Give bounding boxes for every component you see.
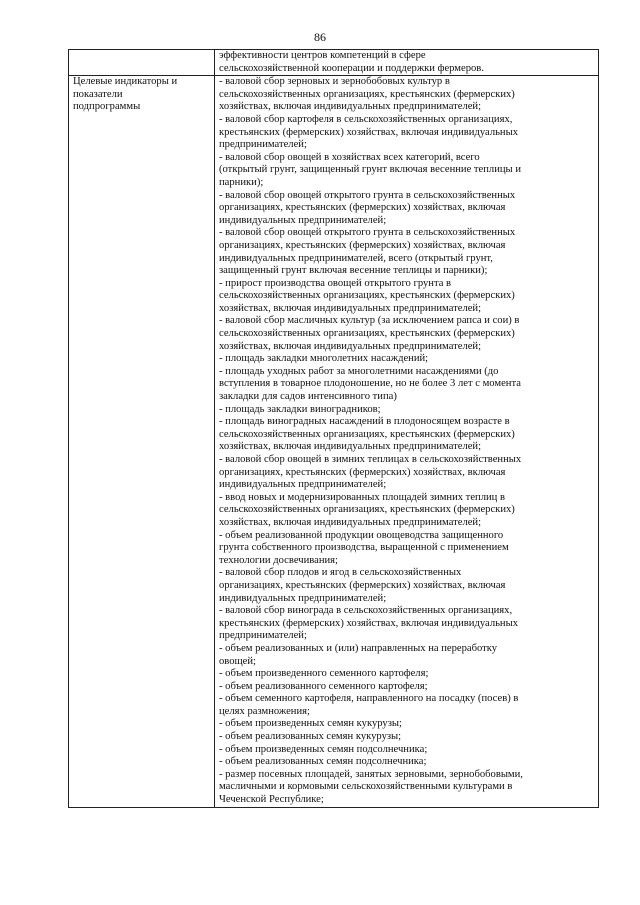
table-row-continuation [69,50,599,76]
list-item: - размер посевных площадей, занятых зерновыми, зернобобовыми, масличными и кормовыми сельскохозяйственными культурами в Чеченской Республике; [219,768,523,806]
list-item: - площадь закладки виноградников; [219,403,381,415]
list-item: - объем реализованных семян кукурузы; [219,731,402,743]
continuation-text: эффективности центров компетенций в сфере сельскохозяйственной кооперации и поддержки фермеров. [215,50,599,76]
list-item: - объем реализованных и (или) направленных на переработку овощей; [219,642,498,667]
list-item: - объем произведенных семян кукурузы; [219,718,402,730]
table-cell-empty [69,50,215,76]
list-item: - объем произведенных семян подсолнечника; [219,743,428,755]
subprogram-passport-table [68,49,599,808]
row-label: Целевые индикаторы и показатели подпрограммы [69,76,215,807]
list-item: - объем реализованной продукции овощеводства защищенного грунта собственного производства, выращенной с применением технологии досвечивания; [219,529,509,566]
page-number: 86 [314,30,326,44]
indicator-list [215,76,599,807]
list-item: - ввод новых и модернизированных площадей зимних теплиц в сельскохозяйственных организациях, крестьянских (фермерских) хозяйствах, включая индивидуальных предпринимателей; [219,491,515,528]
list-item: - валовой сбор овощей открытого грунта в сельскохозяйственных организациях, крестьянских (фермерских) хозяйствах, включая индивидуальных предпринимателей; [219,189,516,226]
list-item: - прирост производства овощей открытого грунта в сельскохозяйственных организациях, крестьянских (фермерских) хозяйствах, включая индивидуальных предпринимателей; [219,277,515,314]
list-item: - валовой сбор овощей в хозяйствах всех категорий, всего (открытый грунт, защищенный грунт включая весенние теплицы и парники); [219,151,521,188]
list-item: - валовой сбор овощей в зимних теплицах в сельскохозяйственных организациях, крестьянских (фермерских) хозяйствах, включая индивидуальных предпринимателей; [219,454,522,491]
list-item: - валовой сбор зерновых и зернобобовых культур в сельскохозяйственных организациях, крестьянских (фермерских) хозяйствах, включая индивидуальных предпринимателей; [219,76,515,113]
list-item: - площадь виноградных насаждений в плодоносящем возрасте в сельскохозяйственных организациях, крестьянских (фермерских) хозяйствах, включая индивидуальных предпринимателей; [219,416,515,453]
list-item: - валовой сбор плодов и ягод в сельскохозяйственных организациях, крестьянских (фермерских) хозяйствах, включая индивидуальных предпринимателей; [219,567,506,604]
list-item: - валовой сбор винограда в сельскохозяйственных организациях, крестьянских (фермерских) хозяйствах, включая индивидуальных предпринимателей; [219,605,519,642]
list-item: - площадь закладки многолетних насаждений; [219,353,429,365]
list-item: - объем семенного картофеля, направленного на посадку (посев) в целях размножения; [219,693,519,717]
list-item: - валовой сбор масличных культур (за исключением рапса и сои) в сельскохозяйственных организациях, крестьянских (фермерских) хозяйствах, включая индивидуальных предпринимателей; [219,315,520,352]
list-item: - объем произведенного семенного картофеля; [219,668,429,680]
list-item: - объем реализованных семян подсолнечника; [219,756,427,768]
table-row-target-indicators [69,76,599,807]
list-item: - валовой сбор картофеля в сельскохозяйственных организациях, крестьянских (фермерских) хозяйствах, включая индивидуальных предпринимателей; [219,113,519,151]
list-item: - объем реализованного семенного картофеля; [219,680,428,692]
list-item: - площадь уходных работ за многолетними насаждениями (до вступления в товарное плодоношение, но не более 3 лет с момента закладки для садов интенсивного типа) [219,365,521,403]
list-item: - валовой сбор овощей открытого грунта в сельскохозяйственных организациях, крестьянских (фермерских) хозяйствах, включая индивидуальных предпринимателей, всего (открытый грунт, защищенный грунт включая весенние теплицы и парники); [219,227,516,277]
